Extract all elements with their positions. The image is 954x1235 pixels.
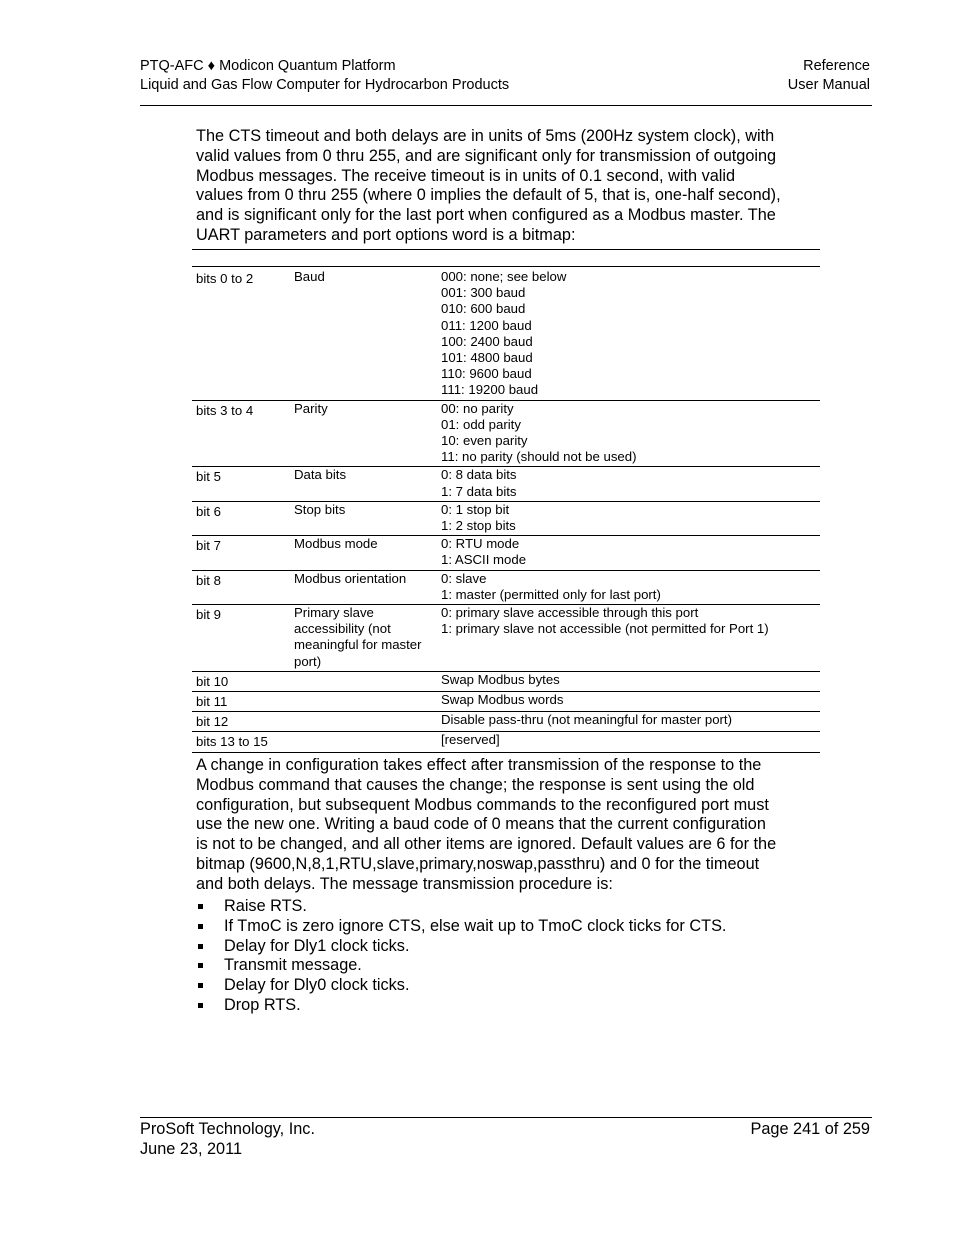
field-name-cell <box>290 467 437 501</box>
header-right <box>788 57 870 95</box>
paragraph-line: valid values from 0 thru 255, and are significant only for transmission of outgoing <box>196 146 777 165</box>
table-row <box>192 501 820 535</box>
description-line: 0: 1 stop bit <box>441 501 510 517</box>
table-header-cell <box>290 250 437 267</box>
bits-cell: bit 11 <box>192 692 290 712</box>
list-item <box>196 937 816 957</box>
description-cell <box>437 605 820 672</box>
paragraph-line: Modbus messages. The receive timeout is in units of 0.1 second, with valid <box>196 166 736 185</box>
description-cell <box>437 692 820 712</box>
description-line: Swap Modbus words <box>441 692 564 708</box>
table-header-row <box>192 250 820 267</box>
bits-cell: bit 5 <box>192 467 290 501</box>
description-cell <box>437 536 820 570</box>
description-line: 101: 4800 baud <box>441 350 533 366</box>
description-line: [reserved] <box>441 732 500 748</box>
bits-cell: bit 9 <box>192 605 290 672</box>
table-row <box>192 732 820 752</box>
header-product-subtitle: Liquid and Gas Flow Computer for Hydrocarbon Products <box>140 77 510 93</box>
table-row <box>192 712 820 732</box>
bullet-square-icon <box>198 963 203 968</box>
table-row <box>192 570 820 604</box>
configuration-paragraph <box>196 756 816 895</box>
table-header-cell <box>192 250 290 267</box>
description-cell <box>437 671 820 691</box>
paragraph-line: configuration, but subsequent Modbus commands to the reconfigured port must <box>196 795 769 814</box>
list-item <box>196 976 816 996</box>
table-row <box>192 671 820 691</box>
footer-page-number: Page 241 of 259 <box>750 1120 870 1138</box>
transmission-procedure-list <box>196 897 816 1016</box>
description-line: 1: ASCII mode <box>441 552 527 568</box>
description-line: 1: 2 stop bits <box>441 518 516 534</box>
description-line: 111: 19200 baud <box>441 382 539 398</box>
bits-cell: bits 0 to 2 <box>192 267 290 401</box>
description-line: 10: even parity <box>441 433 528 449</box>
field-name-line: Data bits <box>294 467 347 483</box>
bullet-square-icon <box>198 983 203 988</box>
field-name-cell <box>290 692 437 712</box>
bits-cell: bit 12 <box>192 712 290 732</box>
field-name-line: Baud <box>294 269 325 284</box>
description-cell <box>437 570 820 604</box>
field-name-cell <box>290 267 437 401</box>
description-line: 000: none; see below <box>441 269 567 284</box>
header-left <box>140 57 509 95</box>
description-line: 010: 600 baud <box>441 301 526 317</box>
list-item-text: Transmit message. <box>224 956 362 975</box>
list-item <box>196 996 816 1016</box>
field-name-cell <box>290 732 437 752</box>
description-line: 0: 8 data bits <box>441 467 517 483</box>
description-line: 01: odd parity <box>441 416 521 432</box>
table-row <box>192 400 820 467</box>
field-name-line: Modbus orientation <box>294 570 407 586</box>
table-row <box>192 267 820 401</box>
list-item <box>196 956 816 976</box>
field-name-line: Stop bits <box>294 501 346 517</box>
list-item <box>196 897 816 917</box>
header-product-title: PTQ-AFC ♦ Modicon Quantum Platform <box>140 58 396 74</box>
list-item <box>196 917 816 937</box>
field-name-line: Primary slave <box>294 605 374 621</box>
description-line: 110: 9600 baud <box>441 366 532 382</box>
bullet-square-icon <box>198 904 203 909</box>
intro-paragraph <box>196 127 816 246</box>
description-cell <box>437 712 820 732</box>
paragraph-line: The CTS timeout and both delays are in units of 5ms (200Hz system clock), with <box>196 127 775 145</box>
description-cell <box>437 732 820 752</box>
description-cell <box>437 267 820 401</box>
field-name-line: Modbus mode <box>294 536 378 552</box>
header-section: Reference <box>803 58 870 74</box>
bullet-square-icon <box>198 1003 203 1008</box>
paragraph-line: and both delays. The message transmission procedure is: <box>196 874 613 893</box>
header-divider <box>140 105 872 106</box>
description-line: 11: no parity (should not be used) <box>441 449 637 465</box>
description-line: 0: primary slave accessible through this port <box>441 605 699 621</box>
description-line: 0: RTU mode <box>441 536 520 552</box>
description-line: 100: 2400 baud <box>441 333 533 349</box>
list-item-text: Drop RTS. <box>224 995 301 1014</box>
paragraph-line: Modbus command that causes the change; the response is sent using the old <box>196 775 755 794</box>
bitmap-table <box>192 250 820 753</box>
description-cell <box>437 501 820 535</box>
bits-cell: bits 13 to 15 <box>192 732 290 752</box>
paragraph-line: A change in configuration takes effect after transmission of the response to the <box>196 756 762 774</box>
description-cell <box>437 467 820 501</box>
bits-cell: bit 7 <box>192 536 290 570</box>
header-document-type: User Manual <box>787 77 870 93</box>
table-row <box>192 467 820 501</box>
description-line: 1: master (permitted only for last port) <box>441 586 661 602</box>
description-cell <box>437 400 820 467</box>
field-name-line: meaningful for master <box>294 637 422 653</box>
description-line: 011: 1200 baud <box>441 317 532 333</box>
list-item-text: Delay for Dly0 clock ticks. <box>224 976 410 995</box>
description-line: 1: 7 data bits <box>441 483 517 499</box>
field-name-cell <box>290 712 437 732</box>
table-row <box>192 605 820 672</box>
list-item-text: Raise RTS. <box>224 897 307 915</box>
paragraph-line: and is significant only for the last port when configured as a Modbus master. The <box>196 206 776 225</box>
description-line: 001: 300 baud <box>441 285 526 301</box>
paragraph-line: UART parameters and port options word is a bitmap: <box>196 225 576 244</box>
bits-cell: bit 10 <box>192 671 290 691</box>
footer-date: June 23, 2011 <box>140 1139 242 1158</box>
description-line: 00: no parity <box>441 400 514 416</box>
field-name-cell <box>290 671 437 691</box>
field-name-line: port) <box>294 653 322 669</box>
field-name-cell <box>290 400 437 467</box>
field-name-cell <box>290 536 437 570</box>
table-header-cell <box>437 250 820 267</box>
field-name-cell <box>290 570 437 604</box>
field-name-line: accessibility (not <box>294 621 391 637</box>
list-item-text: Delay for Dly1 clock ticks. <box>224 936 410 955</box>
paragraph-line: is not to be changed, and all other items are ignored. Default values are 6 for the <box>196 835 777 854</box>
bullet-square-icon <box>198 924 203 929</box>
description-line: Swap Modbus bytes <box>441 671 560 687</box>
table-row <box>192 692 820 712</box>
field-name-line: Parity <box>294 400 328 416</box>
description-line: 1: primary slave not accessible (not permitted for Port 1) <box>441 621 769 637</box>
footer-divider <box>140 1117 872 1118</box>
bits-cell: bit 6 <box>192 501 290 535</box>
table-row <box>192 536 820 570</box>
footer-left <box>140 1120 315 1159</box>
paragraph-line: use the new one. Writing a baud code of 0 means that the current configuration <box>196 815 766 834</box>
bits-cell: bit 8 <box>192 570 290 604</box>
description-line: 0: slave <box>441 570 487 586</box>
bullet-square-icon <box>198 944 203 949</box>
field-name-cell <box>290 605 437 672</box>
paragraph-line: bitmap (9600,N,8,1,RTU,slave,primary,noswap,passthru) and 0 for the timeout <box>196 854 760 873</box>
bits-cell: bits 3 to 4 <box>192 400 290 467</box>
list-item-text: If TmoC is zero ignore CTS, else wait up to TmoC clock ticks for CTS. <box>224 916 727 935</box>
footer-company: ProSoft Technology, Inc. <box>140 1120 315 1138</box>
description-line: Disable pass-thru (not meaningful for master port) <box>441 712 732 728</box>
paragraph-line: values from 0 thru 255 (where 0 implies the default of 5, that is, one-half second), <box>196 186 781 205</box>
field-name-cell <box>290 501 437 535</box>
